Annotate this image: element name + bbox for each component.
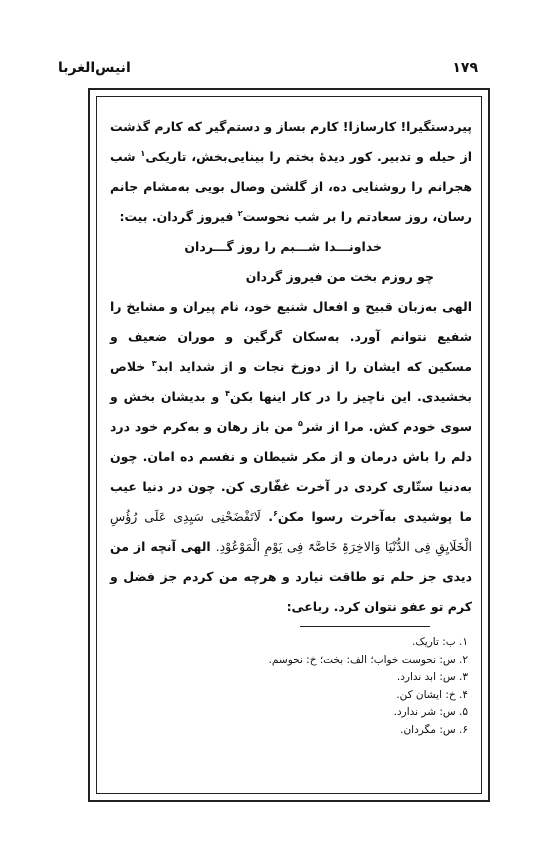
footnote-1: ۱. ب: تاریک. bbox=[412, 636, 468, 648]
text: من باز رهان و به‌کرم خود درد دلم را باش درمان و از مکر شیطان و نفسم ده امان. چون به‌دنیا ستّاری کردی در آخرت غفّاری کن. چون در دنیا عیب ما پوشیدی به‌آخرت رسوا مکن bbox=[110, 419, 473, 524]
arabic-quote: لَاتَفْضَحْنِی سَیِدِی عَلَی رُؤُسِ الْخَلَایِقِ فِی الدُّنْیَا وَالاخِرَۃِ خَاصَّۃً فِی یَوْمِ الْمَوْعُوْدِ. bbox=[110, 509, 473, 554]
footnote-ref: ۴ bbox=[225, 388, 230, 398]
footnote-4: ۴. خ: ایشان کن. bbox=[396, 688, 468, 701]
footnote-separator bbox=[300, 626, 430, 627]
paragraph-2 bbox=[110, 292, 472, 622]
footnote-3: ۳. س: ابد ندارد. bbox=[396, 671, 468, 683]
running-title: انیس‌الغربا bbox=[58, 60, 131, 76]
text: پیردستگیرا! کارسازا! کارم بساز و دستم‌گیر که کارم گذشت از حیله و تدبیر. کور دیدهٔ بختم را بینایی‌بخش، تاریکی bbox=[110, 119, 472, 164]
page-header bbox=[50, 60, 490, 82]
text: و بدیشان بخش و سوی خودم کش. مرا از شر bbox=[110, 389, 473, 434]
paragraph-1 bbox=[110, 112, 472, 232]
text: الهی به‌زبان قبیح و افعال شنیع خود، نام پیران و مشایخ را شفیع نتوانم آورد. به‌سکان گرگین و موران ضعیف و مسکین که ایشان را از دوزخ نجات و از شداید ابد bbox=[110, 299, 472, 374]
footnote-6: ۶. س: مگردان. bbox=[400, 723, 468, 736]
verse-line-2: چو روزم بخت من فیروز گردان bbox=[245, 269, 434, 284]
text: الهی آنچه از من دیدی جز حلم تو طاقت نیارد و هرچه من کردم جز فضل و کرم تو عفو نتوان کرد. رباعی: bbox=[110, 539, 472, 614]
footnote-5: ۵. س: شر ندارد. bbox=[393, 706, 468, 718]
footnote-ref: ۶ bbox=[272, 508, 278, 518]
footnote-2: ۲. س: نحوست خواب؛ الف: بخت؛ خ: نحوسم. bbox=[268, 653, 468, 666]
text: خلاص بخشیدی. این ناچیز را در کار اینها بکن bbox=[110, 359, 472, 404]
text: شب هجرانم را روشنایی ده، از گلشن وصال بویی به‌مشام جانم رسان، روز سعادتم را بر شب نحوست bbox=[110, 149, 472, 224]
footnote-ref: ۲ bbox=[237, 208, 243, 218]
text: . bbox=[260, 509, 273, 524]
footnote-ref: ۳ bbox=[151, 358, 157, 368]
text: فیروز گردان. بیت: bbox=[119, 209, 238, 224]
main-text bbox=[110, 112, 472, 622]
footnote-ref: ۵ bbox=[298, 418, 303, 428]
footnotes bbox=[228, 634, 468, 739]
verse-line-1: خداونـــدا شـــبم را روز گـــردان bbox=[184, 239, 382, 254]
footnote-ref: ۱ bbox=[140, 148, 146, 158]
page-number: ۱۷۹ bbox=[452, 60, 478, 76]
